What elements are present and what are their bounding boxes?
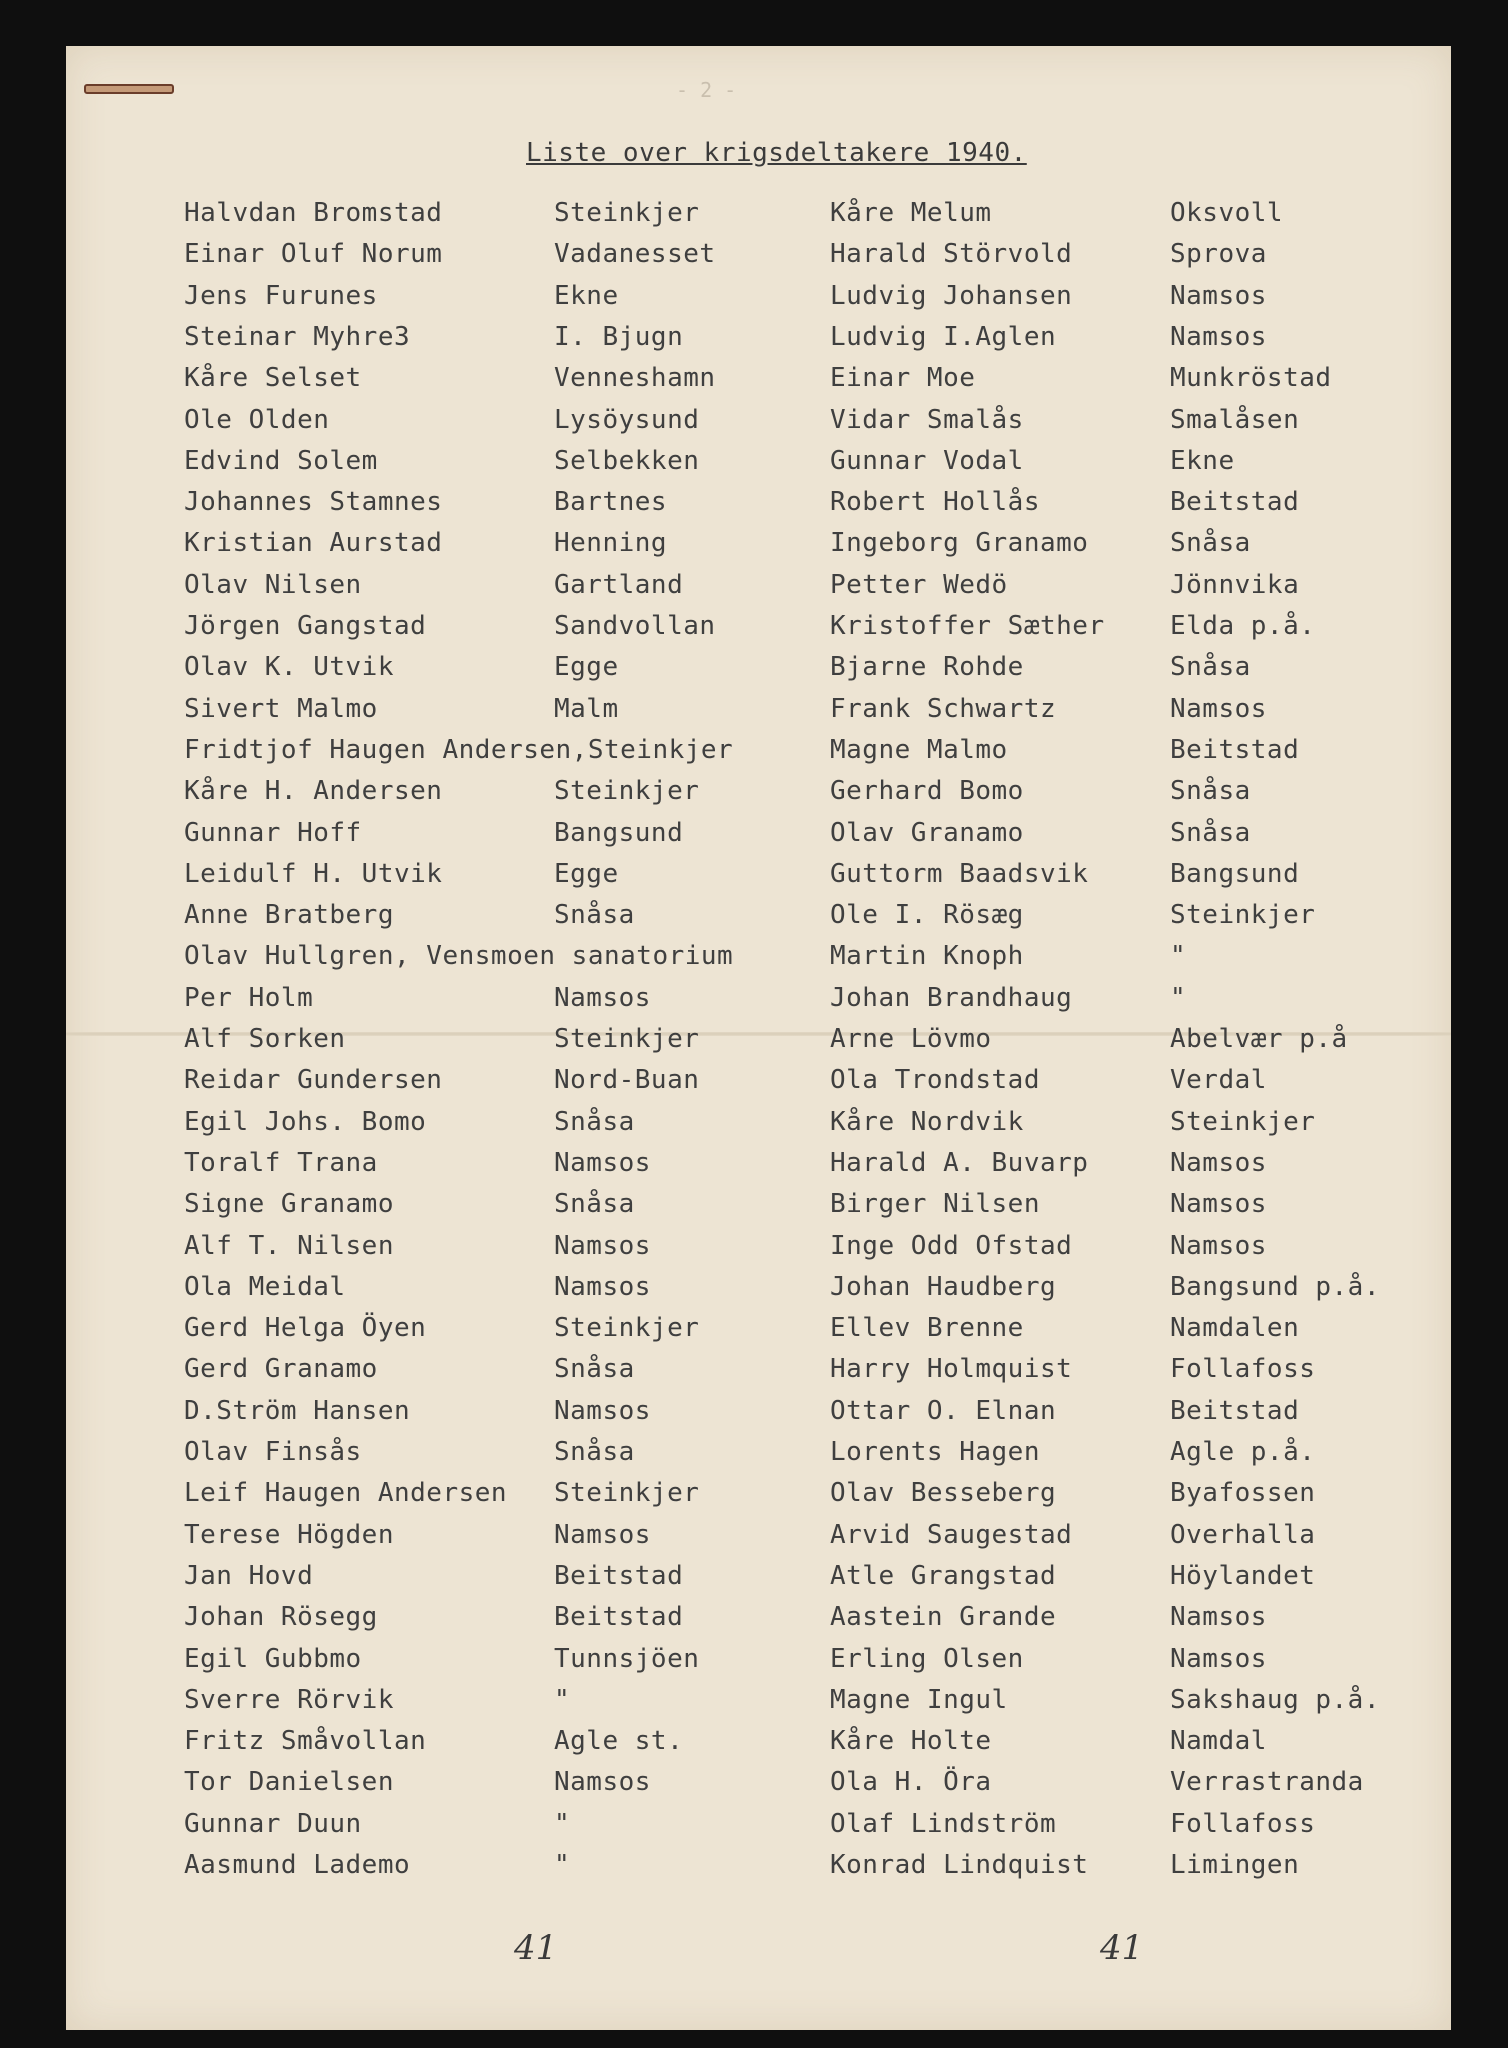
- participant-place: ": [1170, 982, 1187, 1013]
- list-row: [66, 776, 1451, 816]
- participant-place: Byafossen: [1170, 1478, 1316, 1509]
- participant-place: Sprova: [1170, 239, 1267, 270]
- participant-place: Beitstad: [554, 1602, 684, 1633]
- list-row: [66, 818, 1451, 858]
- participant-place: Agle p.å.: [1170, 1437, 1316, 1467]
- participant-place: I. Bjugn: [554, 321, 684, 352]
- list-row: [66, 1024, 1451, 1064]
- participant-place: Steinkjer: [1170, 1106, 1316, 1137]
- participant-place: ": [554, 1808, 571, 1839]
- participant-name: Konrad Lindquist: [830, 1850, 1089, 1880]
- participant-place: Namsos: [554, 1767, 651, 1798]
- participant-name: Gunnar Duun: [184, 1808, 362, 1839]
- participant-name: Sverre Rörvik: [184, 1684, 394, 1715]
- participant-place: Selbekken: [554, 445, 700, 476]
- participant-name: Kåre H. Andersen: [184, 776, 443, 807]
- list-row: [66, 1107, 1451, 1147]
- participant-name: Ludvig Johansen: [830, 280, 1073, 311]
- participant-name: Gunnar Vodal: [830, 445, 1024, 476]
- list-row: [66, 487, 1451, 527]
- participant-name: Kåre Nordvik: [830, 1106, 1024, 1137]
- participant-name: Kåre Selset: [184, 363, 362, 394]
- participant-name: Kristoffer Sæther: [830, 611, 1105, 641]
- participant-place: Bangsund: [554, 817, 684, 848]
- list-row: [66, 941, 1451, 981]
- document-page: [66, 46, 1451, 2030]
- list-row: [66, 983, 1451, 1023]
- participant-name: Atle Grangstad: [830, 1560, 1057, 1591]
- list-row: [66, 528, 1451, 568]
- participant-name: Fritz Småvollan: [184, 1726, 427, 1757]
- participant-place: Namsos: [554, 1147, 651, 1178]
- participant-name: Steinar Myhre3: [184, 321, 411, 352]
- participant-place: Verrastranda: [1170, 1767, 1364, 1798]
- participant-place: Namsos: [554, 982, 651, 1013]
- participant-name: Bjarne Rohde: [830, 652, 1024, 683]
- participant-name: Ludvig I.Aglen: [830, 321, 1057, 352]
- participant-name: Leif Haugen Andersen: [184, 1478, 508, 1509]
- list-row: [66, 198, 1451, 238]
- participant-place: Elda p.å.: [1170, 611, 1316, 641]
- participant-name: Harald Störvold: [830, 239, 1073, 270]
- participant-name: Olav K. Utvik: [184, 652, 394, 683]
- participant-name: Toralf Trana: [184, 1147, 378, 1178]
- participant-place: Namsos: [1170, 1643, 1267, 1674]
- participant-name: Alf Sorken: [184, 1024, 346, 1054]
- participant-place: Beitstad: [1170, 734, 1300, 765]
- participant-place: Snåsa: [554, 1437, 635, 1467]
- participant-place: Snåsa: [1170, 528, 1251, 559]
- list-row: [66, 1809, 1451, 1849]
- participant-name: Inge Odd Ofstad: [830, 1230, 1073, 1261]
- participant-place: Namdal: [1170, 1726, 1267, 1757]
- participant-name: Terese Högden: [184, 1519, 394, 1550]
- participant-name: Arne Lövmo: [830, 1024, 992, 1054]
- participant-place: Höylandet: [1170, 1560, 1316, 1591]
- participant-place: Snåsa: [1170, 652, 1251, 683]
- participant-place: Namsos: [1170, 1602, 1267, 1633]
- participant-name: Olaf Lindström: [830, 1808, 1057, 1839]
- participant-place: Venneshamn: [554, 363, 716, 394]
- participant-name: Ola Trondstad: [830, 1065, 1040, 1096]
- participant-place: Snåsa: [554, 1106, 635, 1137]
- name-with-place: Fridtjof Haugen Andersen,Steinkjer: [184, 734, 734, 765]
- participant-place: Namsos: [554, 1271, 651, 1302]
- participant-name: Jens Furunes: [184, 280, 378, 311]
- participant-name: Anne Bratberg: [184, 900, 394, 931]
- participant-place: Namsos: [1170, 321, 1267, 352]
- participant-place: Namsos: [554, 1230, 651, 1261]
- participant-place: Jönnvika: [1170, 569, 1300, 600]
- participant-place: Steinkjer: [554, 776, 700, 807]
- participant-place: Bartnes: [554, 487, 668, 518]
- participant-name: Erling Olsen: [830, 1643, 1024, 1674]
- list-row: [66, 1602, 1451, 1642]
- participant-name: Edvind Solem: [184, 445, 378, 476]
- participant-name: Einar Moe: [830, 363, 976, 394]
- participant-name: Reidar Gundersen: [184, 1065, 443, 1096]
- participant-name: Vidar Smalås: [830, 404, 1024, 435]
- list-row: [66, 1313, 1451, 1353]
- participant-place: Steinkjer: [554, 1478, 700, 1509]
- list-row: [66, 281, 1451, 321]
- list-row: [66, 1767, 1451, 1807]
- list-row: [66, 1850, 1451, 1890]
- participant-place: Namsos: [1170, 1147, 1267, 1178]
- participant-place: Snåsa: [1170, 817, 1251, 848]
- list-row: [66, 735, 1451, 775]
- participant-place: Bangsund: [1170, 858, 1300, 889]
- participant-name: Halvdan Bromstad: [184, 198, 443, 228]
- participant-place: Follafoss: [1170, 1808, 1316, 1839]
- participant-name: Harald A. Buvarp: [830, 1147, 1089, 1178]
- handwritten-number: 41: [514, 1928, 558, 1968]
- participant-place: Malm: [554, 693, 619, 724]
- participant-name: Guttorm Baadsvik: [830, 858, 1089, 889]
- participant-place: Beitstad: [1170, 1395, 1300, 1426]
- participant-name: Per Holm: [184, 982, 314, 1013]
- participant-name: Ingeborg Granamo: [830, 528, 1089, 559]
- list-row: [66, 1272, 1451, 1312]
- participant-name: Olav Besseberg: [830, 1478, 1057, 1509]
- participant-name: Magne Ingul: [830, 1684, 1008, 1715]
- list-row: [66, 1437, 1451, 1477]
- list-row: [66, 1189, 1451, 1229]
- participant-place: Egge: [554, 652, 619, 683]
- list-row: [66, 900, 1451, 940]
- list-row: [66, 859, 1451, 899]
- participant-name: Einar Oluf Norum: [184, 239, 443, 270]
- participant-place: Steinkjer: [1170, 900, 1316, 931]
- participant-name: Gerd Granamo: [184, 1354, 378, 1385]
- participant-name: Olav Finsås: [184, 1437, 362, 1467]
- handwritten-number: 41: [1100, 1928, 1144, 1968]
- participant-place: Beitstad: [1170, 487, 1300, 518]
- participant-place: Follafoss: [1170, 1354, 1316, 1385]
- participant-name: Kristian Aurstad: [184, 528, 443, 559]
- list-row: [66, 446, 1451, 486]
- list-row: [66, 1726, 1451, 1766]
- participant-place: Abelvær p.å: [1170, 1024, 1348, 1054]
- list-row: [66, 239, 1451, 279]
- participant-place: Limingen: [1170, 1850, 1300, 1880]
- participant-place: Beitstad: [554, 1560, 684, 1591]
- participant-name: Birger Nilsen: [830, 1189, 1040, 1220]
- paper-clip: [84, 84, 174, 94]
- participant-name: Ottar O. Elnan: [830, 1395, 1057, 1426]
- participant-name: Egil Johs. Bomo: [184, 1106, 427, 1137]
- participant-place: Verdal: [1170, 1065, 1267, 1096]
- participant-place: Snåsa: [554, 1189, 635, 1220]
- participant-name: Ole Olden: [184, 404, 330, 435]
- list-row: [66, 1478, 1451, 1518]
- participant-place: Tunnsjöen: [554, 1643, 700, 1674]
- participant-place: Egge: [554, 858, 619, 889]
- list-row: [66, 1148, 1451, 1188]
- participant-place: Ekne: [554, 280, 619, 311]
- participant-place: Namsos: [554, 1395, 651, 1426]
- name-with-place: Olav Hullgren, Vensmoen sanatorium: [184, 941, 734, 972]
- participant-place: Snåsa: [554, 900, 635, 931]
- participant-name: Martin Knoph: [830, 941, 1024, 972]
- participant-name: Signe Granamo: [184, 1189, 394, 1220]
- participant-place: Namsos: [554, 1519, 651, 1550]
- list-row: [66, 405, 1451, 445]
- participant-name: Sivert Malmo: [184, 693, 378, 724]
- participant-place: Smalåsen: [1170, 404, 1300, 435]
- participant-name: Arvid Saugestad: [830, 1519, 1073, 1550]
- list-row: [66, 570, 1451, 610]
- page-number: - 2 -: [676, 78, 737, 102]
- participant-name: Gunnar Hoff: [184, 817, 362, 848]
- list-row: [66, 1065, 1451, 1105]
- list-row: [66, 1520, 1451, 1560]
- list-row: [66, 694, 1451, 734]
- participant-place: Gartland: [554, 569, 684, 600]
- participant-name: Kåre Holte: [830, 1726, 992, 1757]
- participant-place: Nord-Buan: [554, 1065, 700, 1096]
- participant-name: Johan Brandhaug: [830, 982, 1073, 1013]
- list-row: [66, 1685, 1451, 1725]
- participant-name: Magne Malmo: [830, 734, 1008, 765]
- list-row: [66, 1231, 1451, 1271]
- participant-place: Munkröstad: [1170, 363, 1332, 394]
- participant-name: Alf T. Nilsen: [184, 1230, 394, 1261]
- participant-name: Harry Holmquist: [830, 1354, 1073, 1385]
- participant-name: Kåre Melum: [830, 198, 992, 228]
- participant-place: Agle st.: [554, 1726, 684, 1757]
- participant-name: Ola H. Öra: [830, 1767, 992, 1798]
- list-row: [66, 363, 1451, 403]
- participant-name: Robert Hollås: [830, 487, 1040, 518]
- participant-name: Jan Hovd: [184, 1560, 314, 1591]
- document-title: Liste over krigsdeltakere 1940.: [526, 138, 1027, 168]
- participant-name: Tor Danielsen: [184, 1767, 394, 1798]
- participant-name: Gerd Helga Öyen: [184, 1313, 427, 1344]
- list-row: [66, 611, 1451, 651]
- participant-place: Steinkjer: [554, 1313, 700, 1344]
- participant-name: Gerhard Bomo: [830, 776, 1024, 807]
- participant-name: Johannes Stamnes: [184, 487, 443, 518]
- list-row: [66, 652, 1451, 692]
- participant-name: Leidulf H. Utvik: [184, 858, 443, 889]
- participant-place: Steinkjer: [554, 198, 700, 228]
- participant-place: Snåsa: [1170, 776, 1251, 807]
- participant-name: Lorents Hagen: [830, 1437, 1040, 1467]
- list-row: [66, 322, 1451, 362]
- participant-name: Ellev Brenne: [830, 1313, 1024, 1344]
- participant-name: Petter Wedö: [830, 569, 1008, 600]
- participant-place: Bangsund p.å.: [1170, 1271, 1380, 1302]
- participant-place: Sakshaug p.å.: [1170, 1684, 1380, 1715]
- participant-place: Snåsa: [554, 1354, 635, 1385]
- participant-name: Olav Granamo: [830, 817, 1024, 848]
- participant-name: Frank Schwartz: [830, 693, 1057, 724]
- list-row: [66, 1396, 1451, 1436]
- participant-name: Aastein Grande: [830, 1602, 1057, 1633]
- participant-place: Namsos: [1170, 280, 1267, 311]
- participant-name: Ole I. Rösæg: [830, 900, 1024, 931]
- participant-name: Aasmund Lademo: [184, 1850, 411, 1880]
- participant-place: Henning: [554, 528, 668, 559]
- participant-name: Egil Gubbmo: [184, 1643, 362, 1674]
- participant-name: D.Ström Hansen: [184, 1395, 411, 1426]
- participant-name: Olav Nilsen: [184, 569, 362, 600]
- participant-place: ": [554, 1684, 571, 1715]
- participant-name: Johan Haudberg: [830, 1271, 1057, 1302]
- participant-place: Lysöysund: [554, 404, 700, 435]
- participant-place: ": [1170, 941, 1187, 972]
- participant-place: Namsos: [1170, 1230, 1267, 1261]
- participant-place: Oksvoll: [1170, 198, 1284, 228]
- participant-name: Johan Rösegg: [184, 1602, 378, 1633]
- participant-place: Namdalen: [1170, 1313, 1300, 1344]
- participant-place: Namsos: [1170, 693, 1267, 724]
- participant-name: Ola Meidal: [184, 1271, 346, 1302]
- participant-place: Steinkjer: [554, 1024, 700, 1054]
- list-row: [66, 1561, 1451, 1601]
- participant-place: Sandvollan: [554, 611, 716, 641]
- participant-name: Jörgen Gangstad: [184, 611, 427, 641]
- list-row: [66, 1354, 1451, 1394]
- list-row: [66, 1644, 1451, 1684]
- participant-place: Overhalla: [1170, 1519, 1316, 1550]
- participant-place: Vadanesset: [554, 239, 716, 270]
- participant-place: Namsos: [1170, 1189, 1267, 1220]
- participant-place: ": [554, 1850, 571, 1880]
- participant-place: Ekne: [1170, 445, 1235, 476]
